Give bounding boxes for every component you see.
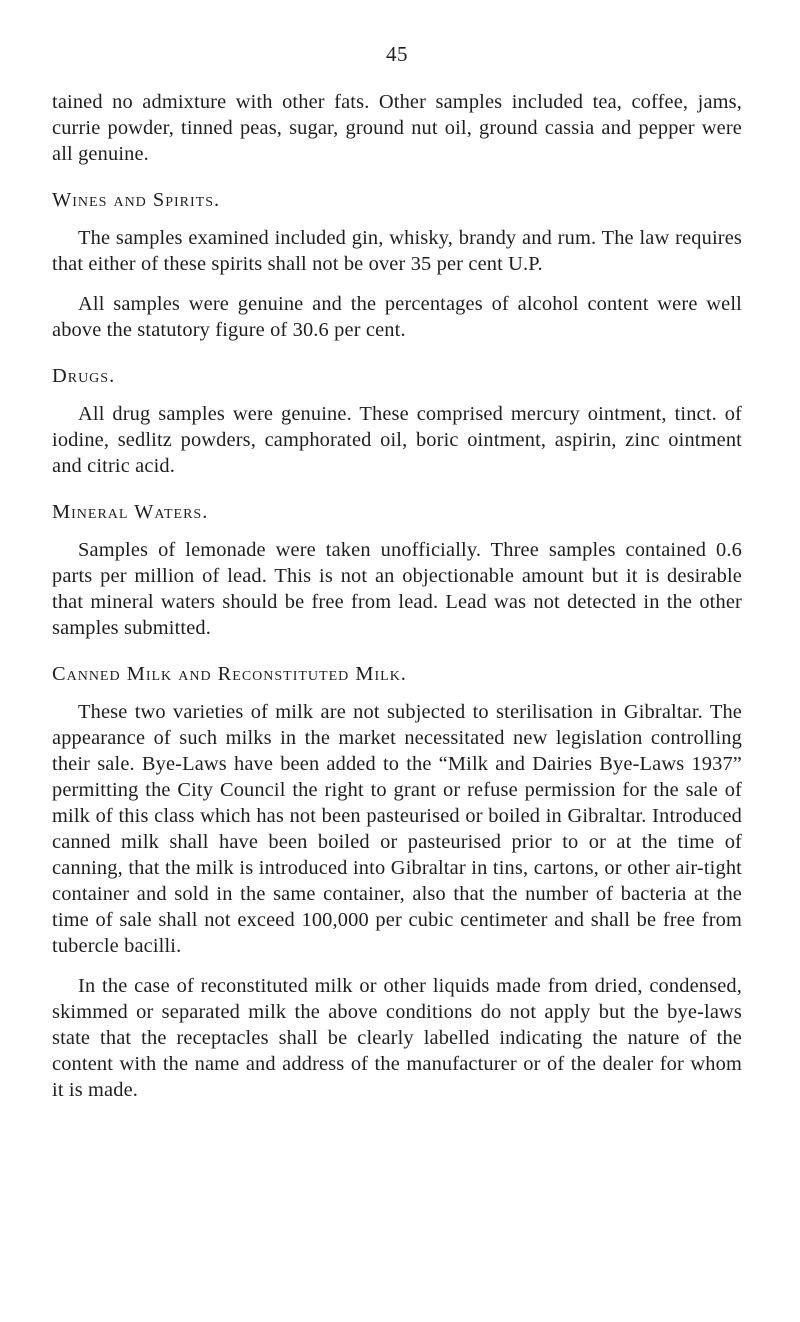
heading-wines-spirits: Wines and Spirits. (52, 189, 221, 211)
drugs-paragraph-1: All drug samples were genuine. These comprised mercury ointment, tinct. of iodine, sedlitz powders, camphorated oil, boric ointment, aspirin, zinc ointment and citric acid. (52, 403, 742, 477)
intro-paragraph: tained no admixture with other fats. Other samples included tea, coffee, jams, currie powder, tinned peas, sugar, ground nut oil, ground cassia and pepper were all genuine. (52, 91, 742, 165)
heading-drugs: Drugs. (52, 365, 116, 387)
canned-milk-paragraph-1: These two varieties of milk are not subjected to sterilisation in Gibraltar. The appearance of such milks in the market necessitated new legislation controlling their sale. Bye-Laws have been added to the “Milk and Dairies Bye-Laws 1937” permitting the City Council the right to grant or refuse permission for the sale of milk of this class which has not been pasteurised or boiled in Gibraltar. Introduced canned milk shall have been boiled or pasteurised prior to or at the time of canning, that the milk is introduced into Gibraltar in tins, cartons, or other air-tight container and sold in the same container, also that the number of bacteria at the time of sale shall not exceed 100,000 per cubic centimeter and shall be free from tubercle bacilli. (52, 701, 742, 957)
heading-canned-milk: Canned Milk and Reconstituted Milk. (52, 663, 407, 685)
wines-spirits-paragraph-2: All samples were genuine and the percentages of alcohol content were well above the statutory figure of 30.6 per cent. (52, 293, 742, 341)
canned-milk-paragraph-2: In the case of reconstituted milk or other liquids made from dried, condensed, skimmed or separated milk the above conditions do not apply but the bye-laws state that the receptacles shall be clearly labelled indicating the nature of the content with the name and address of the manufacturer or of the dealer for whom it is made. (52, 975, 742, 1101)
page-number: 45 (386, 42, 408, 66)
wines-spirits-paragraph-1: The samples examined included gin, whisky, brandy and rum. The law requires that either of these spirits shall not be over 35 per cent U.P. (52, 227, 742, 275)
document-page (52, 42, 742, 1103)
mineral-waters-paragraph-1: Samples of lemonade were taken unofficially. Three samples contained 0.6 parts per million of lead. This is not an objectionable amount but it is desirable that mineral waters should be free from lead. Lead was not detected in the other samples submitted. (52, 539, 742, 639)
heading-mineral-waters: Mineral Waters. (52, 501, 209, 523)
